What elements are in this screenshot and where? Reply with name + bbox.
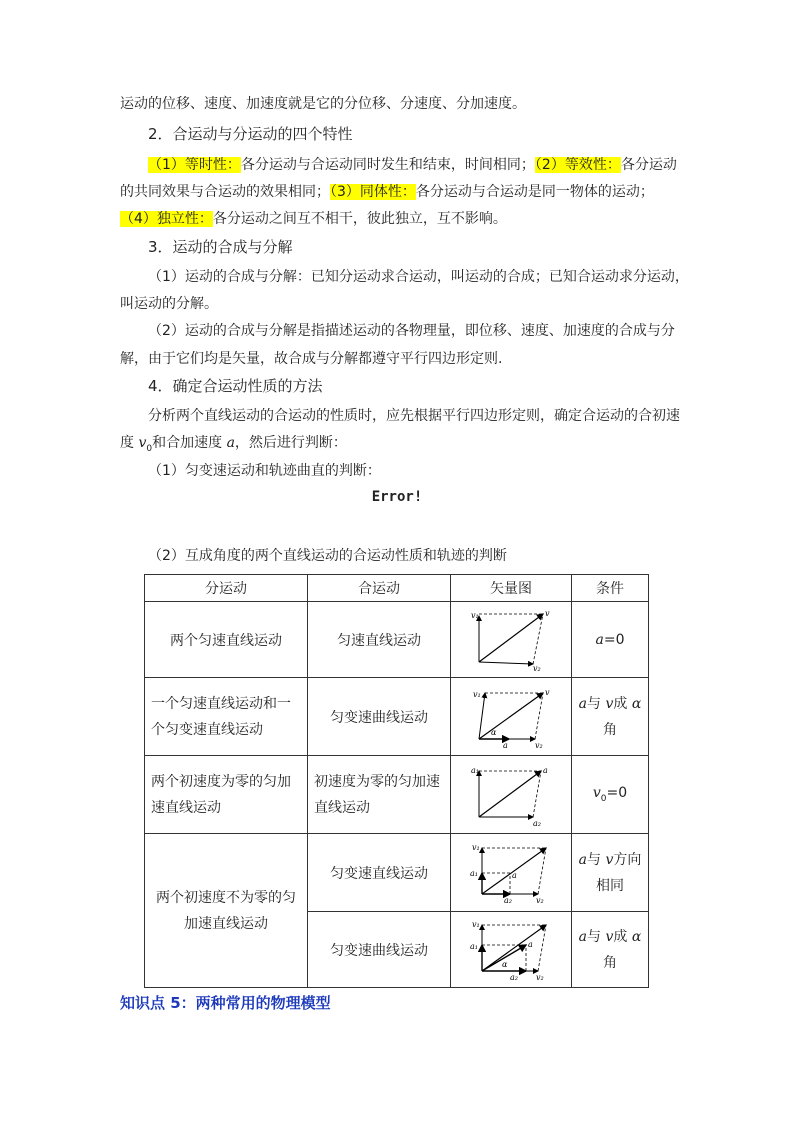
label-alpha: α	[502, 959, 508, 969]
knowledge-point-heading: 知识点 5：两种常用的物理模型	[120, 994, 331, 1012]
combined-motion-cell: 匀速直线运动	[308, 602, 451, 678]
combined-motion-cell: 匀变速曲线运动	[308, 678, 451, 756]
label-a: a	[512, 870, 517, 880]
sub-motion-cell: 两个初速度不为零的匀加速直线运动	[145, 834, 308, 988]
paragraph: （1）运动的合成与分解：已知分运动求合运动，叫运动的合成；已知合运动求分运动，	[148, 269, 689, 285]
label-alpha: α	[491, 727, 497, 737]
vector-diagram-cell	[451, 602, 572, 678]
text: 各分运动与合运动同时发生和结束，时间相同；	[240, 157, 535, 173]
sub-motion-cell: 一个匀速直线运动和一个匀变速直线运动	[145, 678, 308, 756]
text: 各分运动	[620, 157, 677, 173]
label-v2: v₂	[533, 663, 541, 672]
paragraph: 运动的位移、速度、加速度就是它的分位移、分速度、分加速度。	[120, 96, 526, 112]
text: 各分运动与合运动是同一物体的运动；	[415, 184, 654, 200]
label-v1: v₁	[472, 842, 480, 852]
highlight-label: （1）等时性：	[148, 157, 241, 173]
label-v1: v₁	[473, 689, 481, 699]
paragraph	[148, 155, 677, 175]
section-heading: 4．确定合运动性质的方法	[148, 377, 323, 395]
label-v1: v₁	[472, 919, 480, 929]
highlight-label: （3）同体性：	[330, 184, 416, 200]
sub-motion-cell: 两个匀速直线运动	[145, 602, 308, 678]
label-a1: a₁	[470, 868, 478, 878]
label-a: a	[543, 765, 548, 775]
header-cell: 矢量图	[451, 575, 572, 602]
paragraph: 解，由于它们均是矢量，故合成与分解都遵守平行四边形定则.	[120, 351, 503, 367]
error-field: Error!	[371, 489, 423, 505]
label-v2: v₂	[536, 972, 544, 982]
sub-motion-cell: 两个初速度为零的匀加速直线运动	[145, 756, 308, 834]
vector-diagram	[471, 763, 551, 827]
subscript: 0	[146, 443, 153, 454]
text: ，然后进行判断：	[234, 435, 347, 451]
label-v: v	[545, 608, 550, 618]
vector-diagram-cell	[451, 678, 572, 756]
label-v1: v₁	[471, 610, 479, 620]
section-heading: 3．运动的合成与分解	[148, 238, 293, 256]
label-v2: v₂	[536, 895, 544, 905]
label-v2: v₂	[535, 740, 543, 749]
condition-cell: a=0	[572, 602, 649, 678]
paragraph	[120, 182, 654, 202]
label-v: v	[545, 687, 550, 697]
text: 和合加速度	[152, 435, 227, 451]
table-row	[145, 834, 649, 912]
header-cell: 合运动	[308, 575, 451, 602]
combined-motion-cell: 匀变速直线运动	[308, 834, 451, 912]
condition-cell: a与 v成 α 角	[572, 678, 649, 756]
paragraph	[120, 433, 347, 459]
label-a: a	[503, 740, 508, 749]
highlight-label: （2）等效性：	[534, 157, 621, 173]
paragraph: （1）匀变速运动和轨迹曲直的判断：	[148, 463, 381, 479]
vector-diagram-cell	[451, 756, 572, 834]
table-row	[145, 602, 649, 678]
vector-diagram-cell	[451, 834, 572, 912]
paragraph: 叫运动的分解。	[120, 296, 218, 312]
paragraph: 分析两个直线运动的合运动的性质时，应先根据平行四边形定则，确定合运动的合初速	[148, 408, 680, 424]
label-a: a	[528, 939, 533, 949]
vector-diagram	[466, 917, 556, 983]
vector-diagram-cell	[451, 912, 572, 988]
table-caption: （2）互成角度的两个直线运动的合运动性质和轨迹的判断	[148, 548, 507, 564]
condition-cell: $v_0=0$	[572, 756, 649, 834]
label-a1: a₁	[470, 941, 478, 951]
vector-diagram	[471, 608, 551, 672]
symbol-a: a	[595, 631, 604, 648]
header-cell: 条件	[572, 575, 649, 602]
condition-cell: a与 v方向 相同	[572, 834, 649, 912]
table-row	[145, 678, 649, 756]
text: 度	[120, 435, 139, 451]
table-header-row	[145, 575, 649, 602]
label-a2: a₂	[533, 818, 541, 827]
vector-diagram	[466, 840, 556, 906]
highlight-label: （4）独立性：	[120, 211, 213, 227]
text: 各分运动之间互不相干，彼此独立，互不影响。	[212, 211, 507, 227]
paragraph	[120, 209, 507, 229]
vector-diagram	[471, 685, 551, 749]
section-heading: 2．合运动与分运动的四个特性	[148, 125, 353, 143]
label-a2: a₂	[504, 895, 512, 905]
combined-motion-cell: 初速度为零的匀加速直线运动	[308, 756, 451, 834]
symbol-v: v	[138, 435, 147, 451]
text: 的共同效果与合运动的效果相同；	[120, 184, 330, 200]
label-a1: a₁	[471, 765, 479, 775]
condition-cell: a与 v成 α 角	[572, 912, 649, 988]
table-row	[145, 756, 649, 834]
motion-table	[144, 574, 649, 988]
label-a2: a₂	[510, 972, 518, 982]
symbol-a: a	[226, 435, 235, 451]
combined-motion-cell: 匀变速曲线运动	[308, 912, 451, 988]
paragraph: （2）运动的合成与分解是指描述运动的各物理量，即位移、速度、加速度的合成与分	[148, 323, 675, 339]
header-cell: 分运动	[145, 575, 308, 602]
